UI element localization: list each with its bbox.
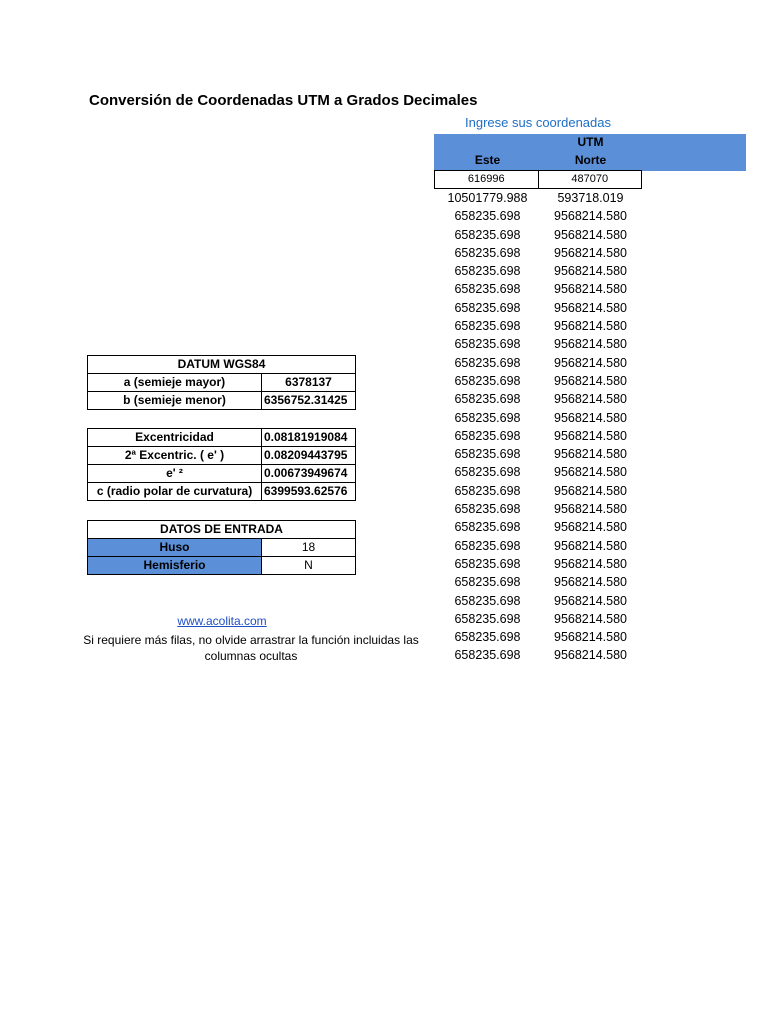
result-norte-value: 9568214.580 (554, 264, 627, 279)
semieje-menor-label: b (semieje menor) (88, 392, 262, 410)
result-norte-value: 9568214.580 (554, 483, 627, 498)
result-este-value: 658235.698 (454, 611, 521, 626)
result-norte-value: 9568214.580 (554, 319, 627, 334)
instructions-note: Si requiere más filas, no olvide arrastrar la función incluidas las columnas ocultas (83, 633, 419, 663)
excentricidad-value: 0.08181919084 (262, 429, 356, 447)
result-row (436, 482, 646, 500)
result-este-value: 658235.698 (454, 593, 521, 608)
result-este-value: 658235.698 (454, 483, 521, 498)
result-row (436, 226, 646, 244)
result-norte-value: 9568214.580 (554, 648, 627, 663)
result-row (436, 555, 646, 573)
result-este-value: 658235.698 (454, 245, 521, 260)
result-row (436, 372, 646, 390)
result-row (436, 518, 646, 536)
result-este-value: 658235.698 (454, 227, 521, 242)
result-norte-value: 9568214.580 (554, 209, 627, 224)
result-este-value: 658235.698 (454, 465, 521, 480)
result-row (436, 390, 646, 408)
datos-entrada-table (87, 520, 356, 575)
result-este-value: 658235.698 (454, 300, 521, 315)
result-row (436, 628, 646, 646)
result-este-value: 658235.698 (454, 337, 521, 352)
eccentricity-table (87, 428, 356, 501)
result-este-value: 10501779.988 (447, 191, 528, 205)
result-este-value: 658235.698 (454, 428, 521, 443)
result-row (436, 573, 646, 591)
huso-value[interactable]: 18 (262, 539, 356, 557)
result-este-value: 658235.698 (454, 319, 521, 334)
result-norte-value: 9568214.580 (554, 575, 627, 590)
result-norte-value: 9568214.580 (554, 428, 627, 443)
semieje-menor-value: 6356752.31425 (262, 392, 356, 410)
result-row (436, 500, 646, 518)
result-row (436, 610, 646, 628)
input-prompt: Ingrese sus coordenadas (465, 115, 611, 130)
column-header-norte: Norte (574, 153, 607, 167)
result-este-value: 658235.698 (454, 355, 521, 370)
result-row (436, 335, 646, 353)
result-row (436, 299, 646, 317)
result-row (436, 262, 646, 280)
result-este-value: 658235.698 (454, 410, 521, 425)
result-este-value: 658235.698 (454, 392, 521, 407)
radio-polar-value: 6399593.62576 (262, 483, 356, 501)
norte-input-cell[interactable]: 487070 (538, 171, 642, 188)
result-este-value: 658235.698 (454, 538, 521, 553)
result-row (436, 354, 646, 372)
result-norte-value: 9568214.580 (554, 245, 627, 260)
result-norte-value: 9568214.580 (554, 593, 627, 608)
result-este-value: 658235.698 (454, 556, 521, 571)
result-norte-value: 9568214.580 (554, 282, 627, 297)
result-norte-value: 9568214.580 (554, 392, 627, 407)
result-row (436, 427, 646, 445)
column-header-este: Este (474, 153, 501, 167)
result-norte-value: 9568214.580 (554, 465, 627, 480)
result-este-value: 658235.698 (454, 447, 521, 462)
coordinate-input-row (434, 170, 642, 189)
este-input-cell[interactable]: 616996 (467, 173, 505, 185)
result-row (436, 244, 646, 262)
hemisferio-value[interactable]: N (262, 557, 356, 575)
result-este-value: 658235.698 (454, 575, 521, 590)
datum-table-header: DATUM WGS84 (88, 356, 356, 374)
result-row (436, 445, 646, 463)
result-este-value: 658235.698 (454, 282, 521, 297)
segunda-excentricidad-value: 0.08209443795 (262, 447, 356, 465)
result-este-value: 658235.698 (454, 502, 521, 517)
result-este-value: 658235.698 (454, 209, 521, 224)
datos-entrada-header: DATOS DE ENTRADA (88, 521, 356, 539)
result-este-value: 658235.698 (454, 373, 521, 388)
result-row (436, 317, 646, 335)
result-norte-value: 9568214.580 (554, 447, 627, 462)
acolita-link[interactable]: www.acolita.com (177, 614, 267, 628)
utm-header: UTM (577, 135, 604, 149)
result-norte-value: 9568214.580 (554, 630, 627, 645)
result-norte-value: 9568214.580 (554, 611, 627, 626)
result-norte-value: 9568214.580 (554, 337, 627, 352)
radio-polar-label: c (radio polar de curvatura) (88, 483, 262, 501)
result-row (436, 592, 646, 610)
result-norte-value: 9568214.580 (554, 556, 627, 571)
result-norte-value: 9568214.580 (554, 300, 627, 315)
result-row (436, 409, 646, 427)
result-este-value: 658235.698 (454, 648, 521, 663)
result-norte-value: 9568214.580 (554, 502, 627, 517)
datum-table (87, 355, 356, 410)
result-row (436, 280, 646, 298)
result-norte-value: 9568214.580 (554, 520, 627, 535)
hemisferio-label: Hemisferio (88, 557, 262, 575)
huso-label: Huso (88, 539, 262, 557)
result-este-value: 658235.698 (454, 264, 521, 279)
result-row (436, 207, 646, 225)
excentricidad-label: Excentricidad (88, 429, 262, 447)
result-row (436, 189, 646, 207)
e-prima-cuadrado-label: e' ² (88, 465, 262, 483)
result-este-value: 658235.698 (454, 520, 521, 535)
semieje-mayor-value: 6378137 (262, 374, 356, 392)
e-prima-cuadrado-value: 0.00673949674 (262, 465, 356, 483)
page-title: Conversión de Coordenadas UTM a Grados Decimales (89, 92, 478, 109)
result-norte-value: 9568214.580 (554, 227, 627, 242)
result-norte-value: 9568214.580 (554, 355, 627, 370)
result-este-value: 658235.698 (454, 630, 521, 645)
result-row (436, 537, 646, 555)
result-norte-value: 9568214.580 (554, 538, 627, 553)
result-row (436, 646, 646, 664)
result-norte-value: 593718.019 (557, 191, 624, 205)
results-list (436, 189, 646, 665)
semieje-mayor-label: a (semieje mayor) (88, 374, 262, 392)
result-norte-value: 9568214.580 (554, 373, 627, 388)
result-norte-value: 9568214.580 (554, 410, 627, 425)
segunda-excentricidad-label: 2ª Excentric. ( e' ) (88, 447, 262, 465)
result-row (436, 463, 646, 481)
